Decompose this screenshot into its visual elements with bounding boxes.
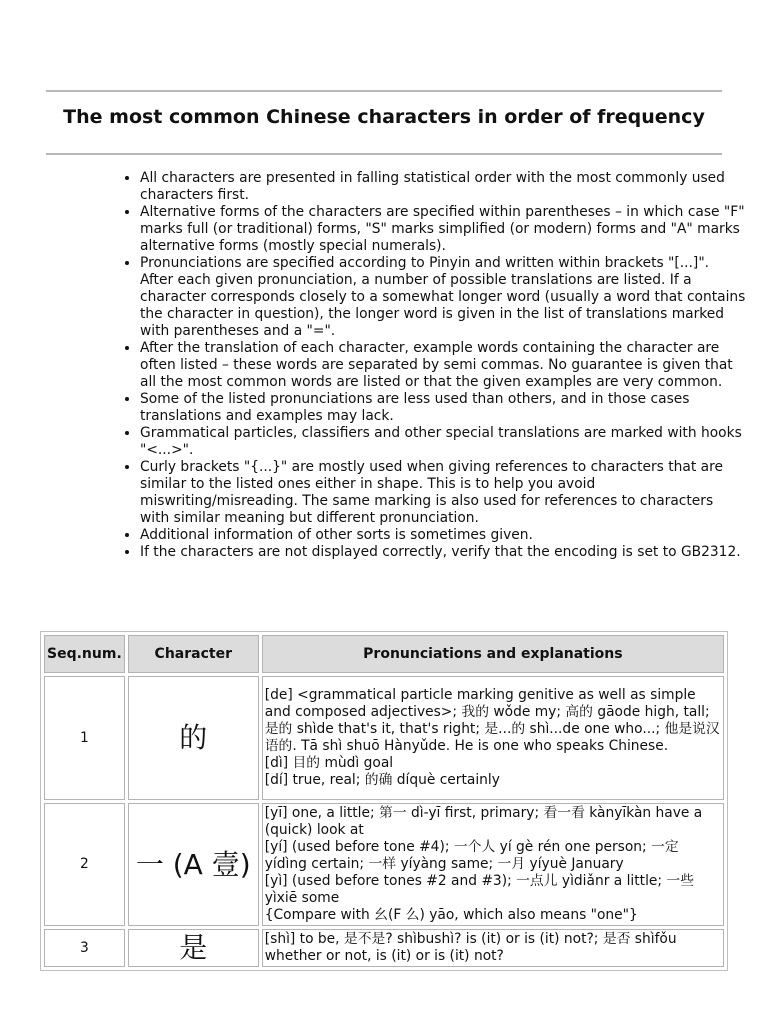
explanation-line: [yī] one, a little; 第一 dì-yī first, primary; 看一看 kànyīkàn have a (quick) look at [264,805,703,838]
notes-list [118,170,746,561]
title-divider [46,153,722,155]
table-row [44,929,724,967]
header-seq: Seq.num. [44,635,125,673]
character-cell: 的 [128,676,259,800]
characters-table [40,631,728,971]
list-item: • Additional information of other sorts is sometimes given. [140,527,746,544]
list-item: • After the translation of each character, example words containing the character are often listed – these words are separated by semi commas. No guarantee is given that all the most common words are listed or that the given examples are very common. [140,340,746,391]
list-item: • Curly brackets "{...}" are mostly used when giving references to characters that are similar to the listed ones either in shape. This is to help you avoid miswriting/misreading. The same marking is also used for references to characters with similar meaning but different pronunciation. [140,459,746,527]
list-item: • All characters are presented in falling statistical order with the most commonly used characters first. [140,170,746,204]
explanation-cell [262,803,724,926]
list-item: • Pronunciations are specified according to Pinyin and written within brackets "[...]". After each given pronunciation, a number of possible translations are listed. If a character corresponds closely to a somewhat longer word (usually a word that contains the character in question), the longer word is given in the list of translations marked with parentheses and a "=". [140,255,746,340]
explanation-line: [yí] (used before tone #4); 一个人 yí gè rén one person; 一定 yídìng certain; 一样 yíyàng same; 一月 yíyuè January [264,839,679,872]
table-row [44,676,724,800]
list-item: • Some of the listed pronunciations are less used than others, and in those cases translations and examples may lack. [140,391,746,425]
explanation-cell [262,676,724,800]
list-item: • Grammatical particles, classifiers and other special translations are marked with hooks "<...>". [140,425,746,459]
page-title: The most common Chinese characters in order of frequency [63,106,705,128]
list-item: • If the characters are not displayed correctly, verify that the encoding is set to GB2312. [140,544,746,561]
explanation-cell [262,929,724,967]
table-header-row [44,635,724,673]
list-item: • Alternative forms of the characters are specified within parentheses – in which case "F" marks full (or traditional) forms, "S" marks simplified (or modern) forms and "A" marks alternative forms (mostly special numerals). [140,204,746,255]
explanation-line: [yì] (used before tones #2 and #3); 一点儿 yìdiǎnr a little; 一些 yìxiē some [264,873,695,906]
seq-cell: 3 [44,929,125,967]
explanation-line: [de] <grammatical particle marking genitive as well as simple and composed adjectives>; 我的 wǒde my; 高的 gāode high, tall; 是的 shìde that's it, that's right; 是...的 shì...de one who...; 他是说汉语的. Tā shì shuō Hànyǔde. He is one who speaks Chinese. [264,687,720,754]
character-cell: 是 [128,929,259,967]
character-cell: 一 (A 壹) [128,803,259,926]
explanation-line: {Compare with 幺(F 么) yāo, which also means "one"} [264,907,638,923]
explanation-line: [dì] 目的 mùdì goal [264,755,394,771]
explanation-line: [dí] true, real; 的确 díquè certainly [264,772,500,788]
header-explanations: Pronunciations and explanations [262,635,724,673]
top-divider [46,90,722,92]
explanation-line: [shì] to be, 是不是? shìbushì? is (it) or is (it) not?; 是否 shìfǒu whether or not, is (it) or is (it) not? [264,931,677,964]
seq-cell: 1 [44,676,125,800]
header-character: Character [128,635,259,673]
table-row [44,803,724,926]
seq-cell: 2 [44,803,125,926]
